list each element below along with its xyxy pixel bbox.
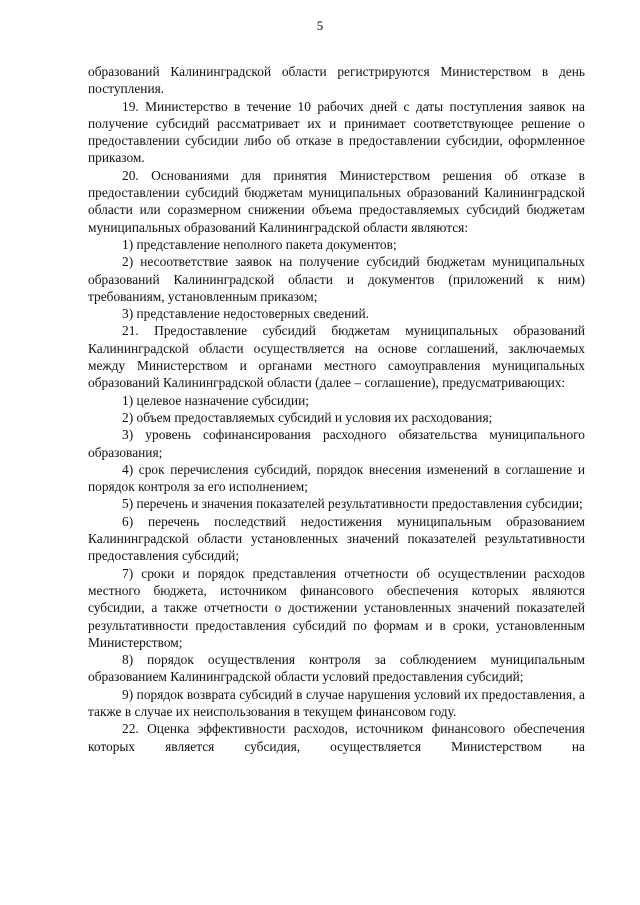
paragraph: 9) порядок возврата субсидий в случае нарушения условий их предоставления, а также в случае их неиспользования в текущем финансовом году. bbox=[88, 686, 585, 719]
paragraph: 4) срок перечисления субсидий, порядок внесения изменений в соглашение и порядок контроля за его исполнением; bbox=[88, 461, 585, 495]
paragraph: образований Калининградской области регистрируются Министерством в день поступления. bbox=[88, 64, 585, 97]
paragraph: 3) уровень софинансирования расходного обязательства муниципального образования; bbox=[88, 427, 585, 460]
paragraph: 21. Предоставление субсидий бюджетам муниципальных образований Калининградской области осуществляется на основе соглашений, заключаемых между Министерством и органами местного самоуправления муниципальных образований Калининградской области (далее – соглашение), предусматривающих: bbox=[88, 323, 585, 391]
paragraph: 5) перечень и значения показателей результативности предоставления субсидии; bbox=[122, 496, 583, 512]
paragraph: 1) представление неполного пакета документов; bbox=[122, 236, 397, 252]
paragraph: 3) представление недостоверных сведений. bbox=[122, 306, 369, 322]
paragraph: 22. Оценка эффективности расходов, источником финансового обеспечения которых является субсидия, осуществляется Министерством на bbox=[88, 721, 585, 754]
paragraph: 19. Министерство в течение 10 рабочих дней с даты поступления заявок на получение субсидий рассматривает их и принимает соответствующее решение о предоставлении субсидии либо об отказе в предоставлении субсидии, оформленное приказом. bbox=[88, 98, 585, 166]
paragraph: 1) целевое назначение субсидии; bbox=[122, 392, 309, 408]
paragraph: 20. Основаниями для принятия Министерством решения об отказе в предоставлении субсидий бюджетам муниципальных образований Калининградской области или соразмерном снижении объема предоставляемых субсидий бюджетам муниципальных образований Калининградской области являются: bbox=[88, 167, 585, 235]
paragraph: 2) несоответствие заявок на получение субсидий бюджетам муниципальных образований Калининградской области и документов (приложений к ним) требованиям, установленным приказом; bbox=[88, 254, 585, 304]
paragraph: 8) порядок осуществления контроля за соблюдением муниципальным образованием Калининградской области условий предоставления субсидий; bbox=[88, 652, 585, 685]
paragraph: 6) перечень последствий недостижения муниципальным образованием Калининградской области установленных значений показателей результативности предоставления субсидий; bbox=[88, 513, 585, 564]
page-number: 5 bbox=[316, 18, 324, 33]
paragraph: 2) объем предоставляемых субсидий и условия их расходования; bbox=[122, 409, 493, 425]
paragraph: 7) сроки и порядок представления отчетности об осуществлении расходов местного бюджета, источником финансового обеспечения которых являются субсидии, а также отчетности о достижении установленных значений показателей результативности предоставления субсидий по формам и в сроки, установленным Министерством; bbox=[88, 565, 585, 650]
document-body bbox=[88, 63, 585, 755]
